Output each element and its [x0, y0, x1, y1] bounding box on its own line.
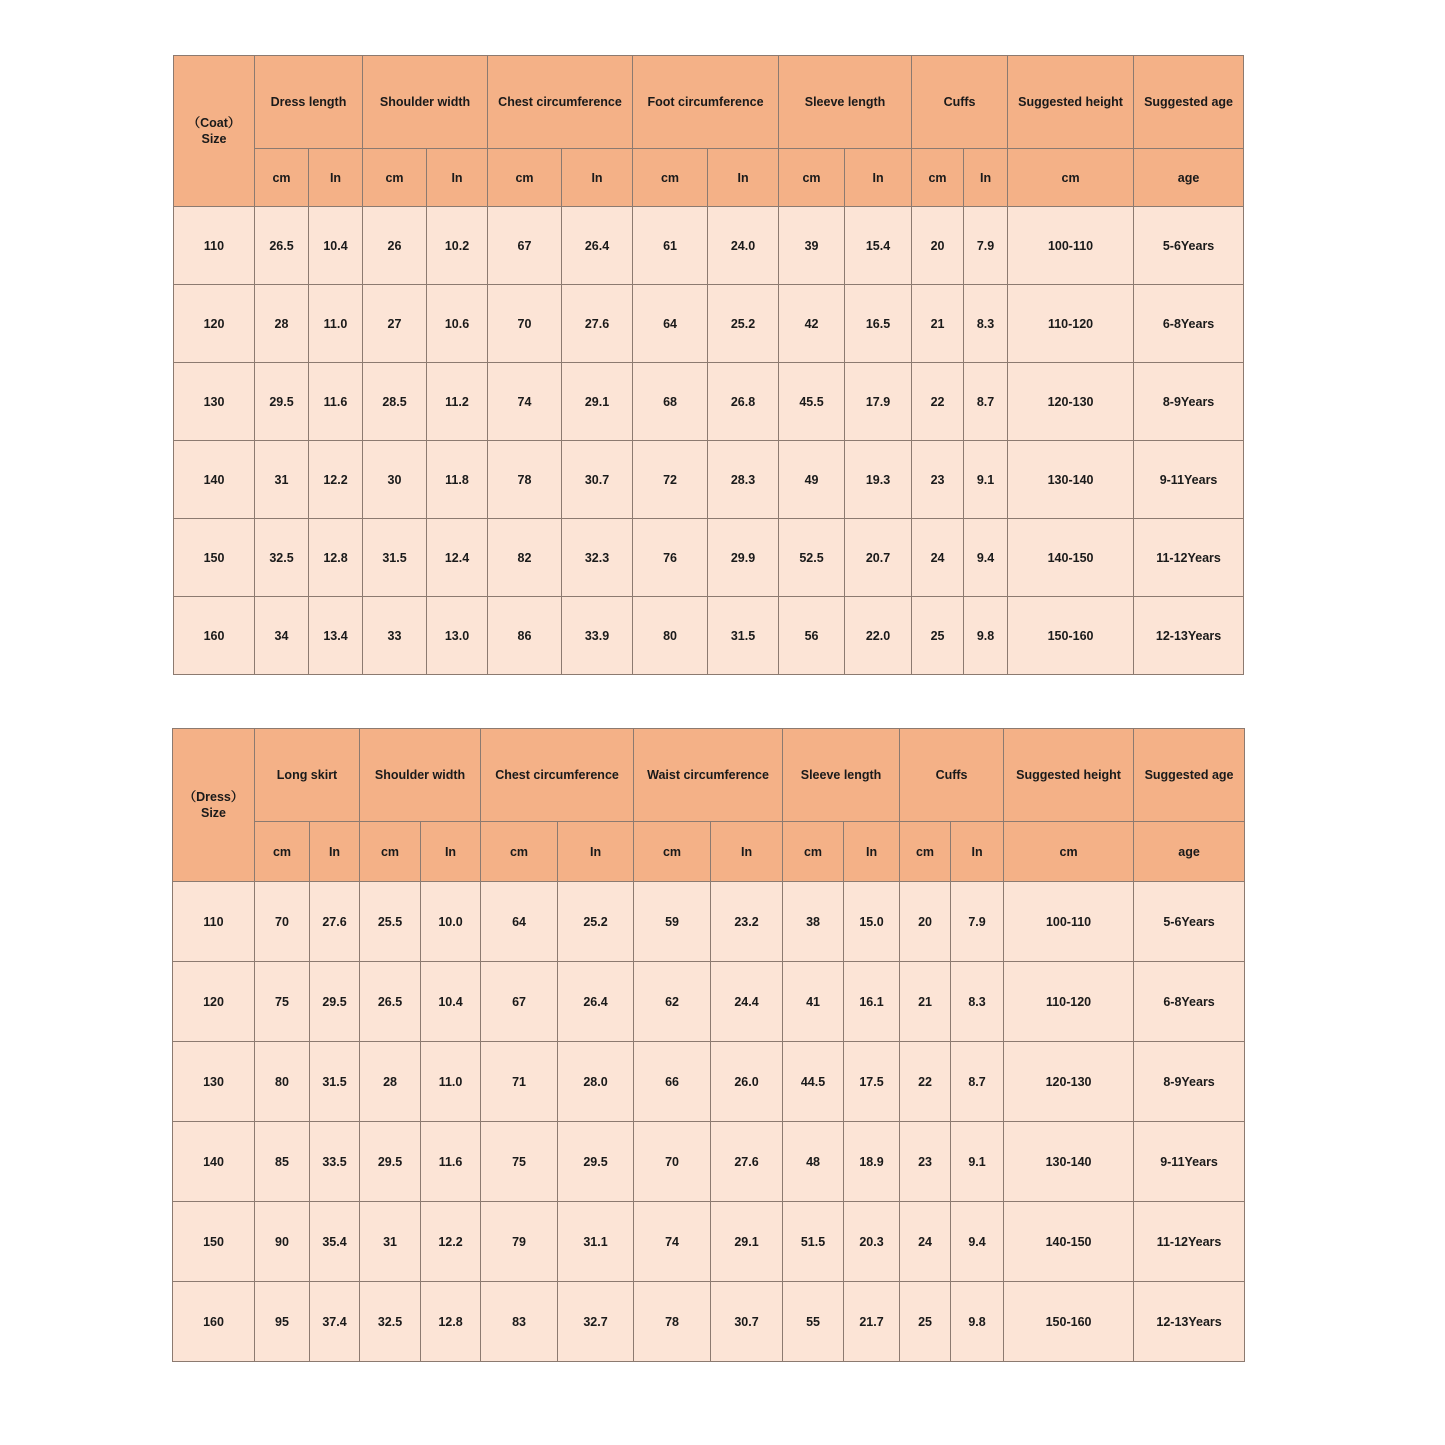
coat-unit-cell: In: [427, 149, 488, 207]
table-cell: 27.6: [562, 285, 633, 363]
table-row: [173, 1202, 1245, 1282]
table-cell: 70: [634, 1122, 711, 1202]
table-cell: 26: [363, 207, 427, 285]
table-cell: 26.0: [711, 1042, 783, 1122]
table-cell: 22: [900, 1042, 951, 1122]
table-cell: 90: [255, 1202, 310, 1282]
table-cell: 29.5: [558, 1122, 634, 1202]
table-row: [174, 207, 1244, 285]
dress-unit-cell: cm: [255, 822, 310, 882]
table-cell: 29.5: [310, 962, 360, 1042]
coat-header-cuffs: Cuffs: [912, 56, 1008, 149]
table-cell: 39: [779, 207, 845, 285]
dress-unit-cell: cm: [634, 822, 711, 882]
table-cell: 42: [779, 285, 845, 363]
dress-unit-row: [173, 822, 1245, 882]
table-cell: 28.3: [708, 441, 779, 519]
table-cell: 8.7: [951, 1042, 1004, 1122]
size-cell: 120: [174, 285, 255, 363]
table-cell: 10.4: [309, 207, 363, 285]
table-cell: 140-150: [1004, 1202, 1134, 1282]
table-cell: 9.1: [964, 441, 1008, 519]
table-cell: 11.2: [427, 363, 488, 441]
table-cell: 70: [255, 882, 310, 962]
coat-size-header: [174, 56, 255, 207]
size-cell: 120: [173, 962, 255, 1042]
table-cell: 8.7: [964, 363, 1008, 441]
table-cell: 11.6: [421, 1122, 481, 1202]
table-cell: 9-11Years: [1134, 441, 1244, 519]
table-cell: 33: [363, 597, 427, 675]
table-cell: 15.0: [844, 882, 900, 962]
dress-size-header: [173, 729, 255, 882]
dress-unit-cell: In: [558, 822, 634, 882]
table-cell: 11.6: [309, 363, 363, 441]
table-cell: 80: [255, 1042, 310, 1122]
table-cell: 74: [634, 1202, 711, 1282]
table-cell: 120-130: [1008, 363, 1134, 441]
table-cell: 29.9: [708, 519, 779, 597]
table-cell: 37.4: [310, 1282, 360, 1362]
dress-unit-cell: cm: [1004, 822, 1134, 882]
dress-header-sleeve-length: Sleeve length: [783, 729, 900, 822]
table-cell: 76: [633, 519, 708, 597]
table-cell: 23: [912, 441, 964, 519]
table-cell: 9.4: [951, 1202, 1004, 1282]
table-cell: 26.4: [562, 207, 633, 285]
table-cell: 8-9Years: [1134, 1042, 1245, 1122]
table-cell: 110-120: [1004, 962, 1134, 1042]
table-cell: 25: [912, 597, 964, 675]
table-cell: 11-12Years: [1134, 1202, 1245, 1282]
dress-header-cuffs: Cuffs: [900, 729, 1004, 822]
table-cell: 12.2: [421, 1202, 481, 1282]
coat-unit-cell: cm: [363, 149, 427, 207]
table-cell: 28.0: [558, 1042, 634, 1122]
table-cell: 9.8: [951, 1282, 1004, 1362]
table-cell: 26.4: [558, 962, 634, 1042]
table-cell: 35.4: [310, 1202, 360, 1282]
table-cell: 17.9: [845, 363, 912, 441]
table-cell: 52.5: [779, 519, 845, 597]
coat-header-chest-circumference: Chest circumference: [488, 56, 633, 149]
table-cell: 41: [783, 962, 844, 1042]
table-cell: 31: [255, 441, 309, 519]
table-cell: 32.3: [562, 519, 633, 597]
coat-unit-cell: In: [845, 149, 912, 207]
table-cell: 11.0: [421, 1042, 481, 1122]
table-cell: 12.4: [427, 519, 488, 597]
table-row: [174, 441, 1244, 519]
dress-header-shoulder-width: Shoulder width: [360, 729, 481, 822]
table-cell: 24.0: [708, 207, 779, 285]
table-row: [173, 962, 1245, 1042]
coat-unit-cell: cm: [912, 149, 964, 207]
table-cell: 27: [363, 285, 427, 363]
table-cell: 26.5: [255, 207, 309, 285]
table-cell: 55: [783, 1282, 844, 1362]
table-cell: 28: [360, 1042, 421, 1122]
table-cell: 32.7: [558, 1282, 634, 1362]
table-cell: 25.5: [360, 882, 421, 962]
table-cell: 17.5: [844, 1042, 900, 1122]
coat-unit-cell: cm: [488, 149, 562, 207]
dress-unit-cell: In: [711, 822, 783, 882]
table-cell: 56: [779, 597, 845, 675]
table-cell: 19.3: [845, 441, 912, 519]
table-cell: 29.1: [711, 1202, 783, 1282]
table-cell: 21: [900, 962, 951, 1042]
table-cell: 5-6Years: [1134, 207, 1244, 285]
table-cell: 70: [488, 285, 562, 363]
dress-size-header-line1: （Dress）: [183, 790, 244, 804]
table-cell: 23.2: [711, 882, 783, 962]
table-cell: 71: [481, 1042, 558, 1122]
table-cell: 24.4: [711, 962, 783, 1042]
table-cell: 20.3: [844, 1202, 900, 1282]
table-cell: 150-160: [1008, 597, 1134, 675]
table-cell: 16.1: [844, 962, 900, 1042]
table-cell: 68: [633, 363, 708, 441]
table-cell: 23: [900, 1122, 951, 1202]
dress-unit-cell: In: [844, 822, 900, 882]
table-cell: 32.5: [360, 1282, 421, 1362]
table-cell: 62: [634, 962, 711, 1042]
table-cell: 100-110: [1004, 882, 1134, 962]
size-cell: 130: [173, 1042, 255, 1122]
dress-unit-cell: cm: [900, 822, 951, 882]
table-cell: 140-150: [1008, 519, 1134, 597]
table-cell: 7.9: [964, 207, 1008, 285]
table-cell: 49: [779, 441, 845, 519]
table-cell: 29.5: [360, 1122, 421, 1202]
coat-unit-row: [174, 149, 1244, 207]
table-row: [173, 882, 1245, 962]
table-cell: 130-140: [1008, 441, 1134, 519]
table-cell: 78: [634, 1282, 711, 1362]
table-cell: 59: [634, 882, 711, 962]
coat-header-sleeve-length: Sleeve length: [779, 56, 912, 149]
coat-unit-cell: cm: [255, 149, 309, 207]
size-cell: 130: [174, 363, 255, 441]
size-cell: 140: [174, 441, 255, 519]
dress-unit-cell: cm: [481, 822, 558, 882]
coat-header-foot-circumference: Foot circumference: [633, 56, 779, 149]
table-cell: 66: [634, 1042, 711, 1122]
table-cell: 22: [912, 363, 964, 441]
table-cell: 8.3: [951, 962, 1004, 1042]
coat-unit-cell: cm: [1008, 149, 1134, 207]
table-cell: 74: [488, 363, 562, 441]
table-cell: 130-140: [1004, 1122, 1134, 1202]
table-cell: 29.5: [255, 363, 309, 441]
table-cell: 27.6: [310, 882, 360, 962]
coat-unit-cell: In: [708, 149, 779, 207]
table-cell: 18.9: [844, 1122, 900, 1202]
table-cell: 12.8: [309, 519, 363, 597]
coat-unit-cell: cm: [633, 149, 708, 207]
dress-unit-cell: In: [951, 822, 1004, 882]
table-cell: 13.0: [427, 597, 488, 675]
table-cell: 67: [481, 962, 558, 1042]
table-cell: 6-8Years: [1134, 285, 1244, 363]
coat-unit-cell: age: [1134, 149, 1244, 207]
dress-unit-cell: cm: [360, 822, 421, 882]
size-cell: 160: [174, 597, 255, 675]
table-cell: 61: [633, 207, 708, 285]
table-cell: 12.2: [309, 441, 363, 519]
dress-unit-cell: cm: [783, 822, 844, 882]
table-cell: 64: [481, 882, 558, 962]
table-cell: 11.8: [427, 441, 488, 519]
table-cell: 110-120: [1008, 285, 1134, 363]
size-cell: 160: [173, 1282, 255, 1362]
table-cell: 150-160: [1004, 1282, 1134, 1362]
table-cell: 44.5: [783, 1042, 844, 1122]
coat-unit-cell: In: [562, 149, 633, 207]
table-cell: 100-110: [1008, 207, 1134, 285]
dress-size-table: [172, 728, 1245, 1362]
coat-header-suggested-height: Suggested height: [1008, 56, 1134, 149]
table-cell: 9-11Years: [1134, 1122, 1245, 1202]
table-cell: 38: [783, 882, 844, 962]
table-cell: 64: [633, 285, 708, 363]
table-cell: 30.7: [711, 1282, 783, 1362]
table-cell: 24: [912, 519, 964, 597]
table-cell: 8-9Years: [1134, 363, 1244, 441]
table-cell: 33.5: [310, 1122, 360, 1202]
coat-unit-cell: cm: [779, 149, 845, 207]
table-cell: 10.0: [421, 882, 481, 962]
table-cell: 26.8: [708, 363, 779, 441]
table-row: [174, 519, 1244, 597]
coat-header-row: [174, 56, 1244, 149]
dress-header-suggested-height: Suggested height: [1004, 729, 1134, 822]
table-cell: 16.5: [845, 285, 912, 363]
table-cell: 21: [912, 285, 964, 363]
table-cell: 67: [488, 207, 562, 285]
table-cell: 30: [363, 441, 427, 519]
table-cell: 51.5: [783, 1202, 844, 1282]
table-cell: 10.2: [427, 207, 488, 285]
table-row: [173, 1122, 1245, 1202]
dress-header-long-skirt: Long skirt: [255, 729, 360, 822]
table-cell: 33.9: [562, 597, 633, 675]
table-cell: 22.0: [845, 597, 912, 675]
dress-unit-cell: In: [421, 822, 481, 882]
table-cell: 6-8Years: [1134, 962, 1245, 1042]
dress-unit-cell: In: [310, 822, 360, 882]
table-row: [174, 363, 1244, 441]
table-cell: 31.5: [708, 597, 779, 675]
table-cell: 32.5: [255, 519, 309, 597]
table-cell: 28.5: [363, 363, 427, 441]
table-cell: 83: [481, 1282, 558, 1362]
coat-size-table: [173, 55, 1244, 675]
table-cell: 30.7: [562, 441, 633, 519]
table-cell: 34: [255, 597, 309, 675]
table-cell: 12-13Years: [1134, 1282, 1245, 1362]
coat-header-dress-length: Dress length: [255, 56, 363, 149]
table-cell: 12.8: [421, 1282, 481, 1362]
size-cell: 110: [174, 207, 255, 285]
table-cell: 7.9: [951, 882, 1004, 962]
table-cell: 20.7: [845, 519, 912, 597]
coat-unit-cell: In: [309, 149, 363, 207]
coat-unit-cell: In: [964, 149, 1008, 207]
table-cell: 79: [481, 1202, 558, 1282]
table-cell: 31.1: [558, 1202, 634, 1282]
dress-header-row: [173, 729, 1245, 822]
dress-table-body: [173, 882, 1245, 1362]
table-cell: 45.5: [779, 363, 845, 441]
size-cell: 150: [174, 519, 255, 597]
dress-header-waist-circumference: Waist circumference: [634, 729, 783, 822]
table-cell: 11.0: [309, 285, 363, 363]
dress-unit-cell: age: [1134, 822, 1245, 882]
table-cell: 28: [255, 285, 309, 363]
size-cell: 140: [173, 1122, 255, 1202]
table-cell: 10.4: [421, 962, 481, 1042]
table-cell: 75: [481, 1122, 558, 1202]
table-cell: 31: [360, 1202, 421, 1282]
size-cell: 110: [173, 882, 255, 962]
table-cell: 12-13Years: [1134, 597, 1244, 675]
table-cell: 25.2: [708, 285, 779, 363]
table-cell: 9.8: [964, 597, 1008, 675]
table-cell: 95: [255, 1282, 310, 1362]
table-cell: 21.7: [844, 1282, 900, 1362]
table-row: [173, 1282, 1245, 1362]
table-cell: 82: [488, 519, 562, 597]
table-row: [174, 597, 1244, 675]
table-cell: 25.2: [558, 882, 634, 962]
table-cell: 31.5: [363, 519, 427, 597]
table-cell: 15.4: [845, 207, 912, 285]
table-cell: 72: [633, 441, 708, 519]
table-cell: 24: [900, 1202, 951, 1282]
table-cell: 85: [255, 1122, 310, 1202]
table-cell: 9.4: [964, 519, 1008, 597]
table-cell: 78: [488, 441, 562, 519]
coat-header-suggested-age: Suggested age: [1134, 56, 1244, 149]
dress-header-suggested-age: Suggested age: [1134, 729, 1245, 822]
table-row: [173, 1042, 1245, 1122]
coat-size-header-line1: （Coat）: [187, 116, 241, 130]
table-cell: 120-130: [1004, 1042, 1134, 1122]
table-cell: 8.3: [964, 285, 1008, 363]
table-cell: 25: [900, 1282, 951, 1362]
table-cell: 27.6: [711, 1122, 783, 1202]
table-cell: 20: [900, 882, 951, 962]
table-row: [174, 285, 1244, 363]
table-cell: 31.5: [310, 1042, 360, 1122]
table-cell: 80: [633, 597, 708, 675]
table-cell: 11-12Years: [1134, 519, 1244, 597]
table-cell: 86: [488, 597, 562, 675]
coat-size-header-line2: Size: [201, 132, 227, 146]
table-cell: 75: [255, 962, 310, 1042]
table-cell: 13.4: [309, 597, 363, 675]
table-cell: 10.6: [427, 285, 488, 363]
table-cell: 48: [783, 1122, 844, 1202]
table-cell: 29.1: [562, 363, 633, 441]
coat-header-shoulder-width: Shoulder width: [363, 56, 488, 149]
table-cell: 20: [912, 207, 964, 285]
table-cell: 5-6Years: [1134, 882, 1245, 962]
coat-table-body: [174, 207, 1244, 675]
table-cell: 26.5: [360, 962, 421, 1042]
dress-header-chest-circumference: Chest circumference: [481, 729, 634, 822]
size-cell: 150: [173, 1202, 255, 1282]
table-cell: 9.1: [951, 1122, 1004, 1202]
dress-size-header-line2: Size: [200, 806, 226, 820]
